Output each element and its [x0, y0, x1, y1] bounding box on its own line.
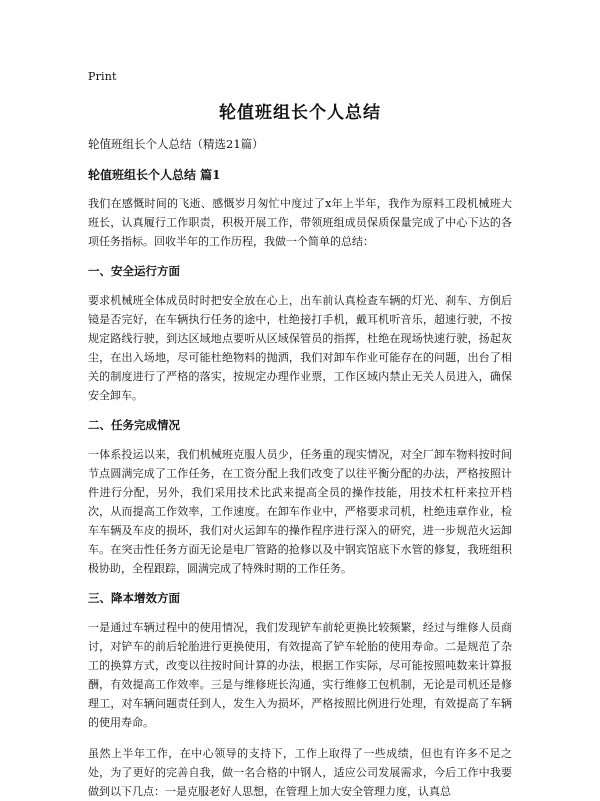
- heading-safety: 一、安全运行方面: [88, 264, 180, 278]
- heading-cost-reduction: 三、降本增效方面: [88, 591, 180, 605]
- document-title: 轮值班组长个人总结: [219, 103, 381, 123]
- document-subtitle: 轮值班组长个人总结（精选21篇）: [88, 137, 264, 151]
- section-heading: 轮值班组长个人总结 篇1: [88, 168, 221, 182]
- heading-task-completion: 二、任务完成情况: [88, 418, 180, 432]
- paragraph-safety: 要求机械班全体成员时时把安全放在心上，出车前认真检查车辆的灯光、刹车、方倒后镜是否完好，在车辆执行任务的途中，杜绝接打手机，戴耳机听音乐，超速行驶，不按规定路线行驶，到达区域地点要听从区域保管员的指挥，杜绝在现场快速行驶，扬起灰尘，在出入场地，尽可能杜绝物料的抛洒，我们对卸车作业可能存在的问题，出台了相关的制度进行了严格的落实，按规定办理作业票，工作区域内禁止无关人员进入，确保安全卸车。: [88, 294, 512, 402]
- paragraph-closing: 虽然上半年工作，在中心领导的支持下，工作上取得了一些成绩，但也有许多不足之处，为了更好的完善自我，做一名合格的中钢人，适应公司发展需求，今后工作中我要做到以下几点：一是克服老好人思想，在管理上加大安全管理力度，认真总: [88, 747, 512, 798]
- print-label: Print: [88, 70, 117, 83]
- paragraph-task-completion: 一体系投运以来，我们机械班克服人员少，任务重的现实情况，对全厂卸车物料按时间节点圆满完成了工作任务，在工资分配上我们改变了以往平衡分配的办法，严格按照计件进行分配，另外，我们采用技术比武来提高全员的操作技能，用技术杠杆来拉开档次，从而提高工作效率，工作速度。在卸车作业中，严格要求司机，杜绝违章作业，检车车辆及车皮的损坏，我们对火运卸车的操作程序进行深入的研究，进一步规范火运卸车。在突击性任务方面无论是电厂管路的抢修以及中钢宾馆底下水管的修复，我班组积极协助，全程跟踪，圆满完成了特殊时期的工作任务。: [88, 448, 512, 575]
- paragraph-intro: 我们在感慨时间的飞逝、感慨岁月匆忙中度过了x年上半年，我作为原料工段机械班大班长，认真履行工作职责，积极开展工作，带领班组成员保质保量完成了中心下达的各项任务指标。回收半年的工作历程，我做一个简单的总结：: [88, 197, 512, 248]
- paragraph-cost-reduction: 一是通过车辆过程中的使用情况，我们发现铲车前轮更换比较频繁，经过与维修人员商讨，对铲车的前后轮胎进行更换使用，有效提高了铲车轮胎的使用寿命。二是规范了杂工的换算方式，改变以往按时间计算的办法，根据工作实际，尽可能按照吨数来计算报酬，有效提高工作效率。三是与维修班长沟通，实行维修工包机制，无论是司机还是修理工，对车辆问题责任到人，发生入为损坏，严格按照比例进行处理，有效提高了车辆的使用寿命。: [88, 621, 512, 729]
